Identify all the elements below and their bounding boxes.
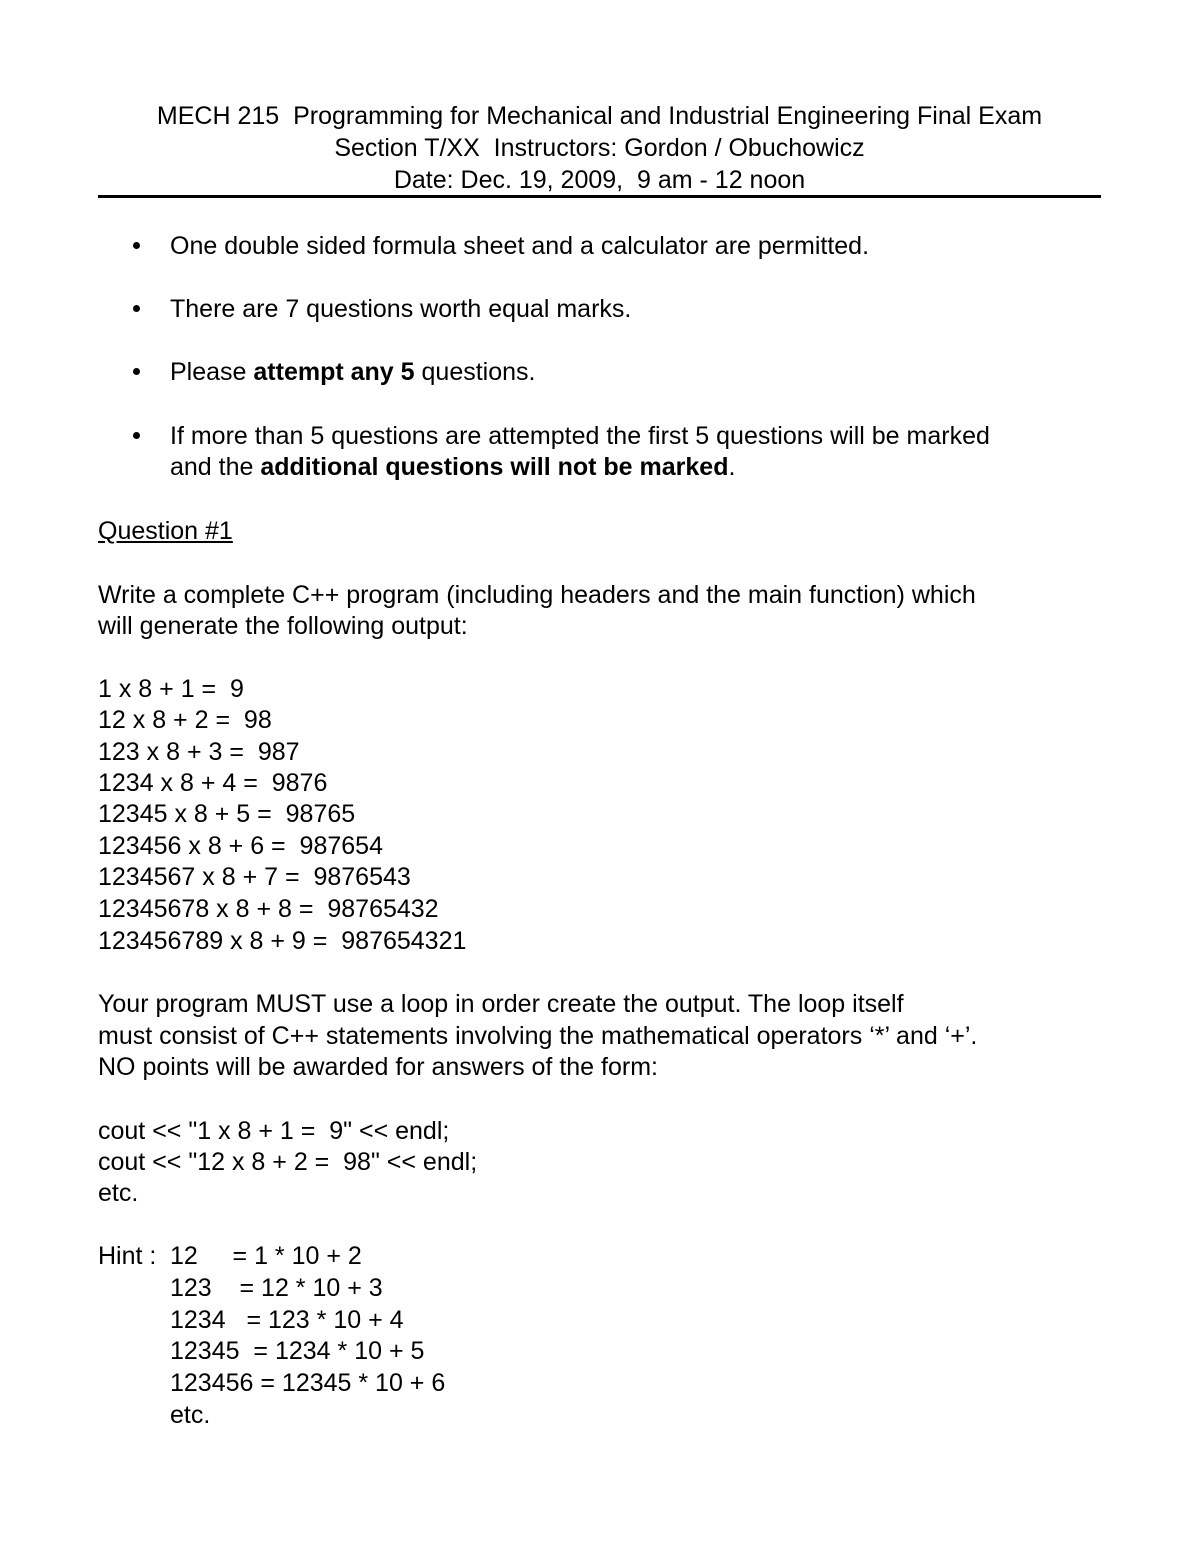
loop-rule-line3: NO points will be awarded for answers of the form: (98, 1053, 658, 1081)
output-line: 123456 x 8 + 6 = 987654 (98, 832, 383, 860)
bullet-icon (133, 242, 145, 254)
course-title: MECH 215 Programming for Mechanical and Industrial Engineering Final Exam (156, 102, 1043, 130)
instruction-question-count: There are 7 questions worth equal marks. (170, 295, 632, 323)
bullet-icon (133, 432, 145, 444)
exam-header (98, 100, 1101, 196)
instruction-attempt-post: questions. (414, 358, 536, 386)
hint-line: 1234 = 123 * 10 + 4 (170, 1306, 404, 1334)
hint-line: 12 = 1 * 10 + 2 (170, 1242, 362, 1270)
output-line: 12345678 x 8 + 8 = 98765432 (98, 895, 439, 923)
instruction-marking (170, 421, 1090, 483)
question-prompt-line1: Write a complete C++ program (including headers and the main function) which (98, 581, 976, 609)
header-divider (98, 195, 1101, 198)
question-prompt-line2: will generate the following output: (98, 612, 468, 640)
question-title: Question #1 (98, 517, 233, 545)
instruction-marking-line2 (170, 452, 1090, 483)
hint-line: etc. (170, 1401, 211, 1429)
output-line: 1234 x 8 + 4 = 9876 (98, 769, 328, 797)
output-line: 1234567 x 8 + 7 = 9876543 (98, 863, 411, 891)
loop-rule-line1: Your program MUST use a loop in order create the output. The loop itself (98, 990, 904, 1018)
code-example-line: cout << "12 x 8 + 2 = 98" << endl; (98, 1148, 478, 1176)
hint-line: 12345 = 1234 * 10 + 5 (170, 1337, 425, 1365)
code-example-line: cout << "1 x 8 + 1 = 9" << endl; (98, 1117, 450, 1145)
hint-label: Hint : (98, 1242, 164, 1270)
code-example-line: etc. (98, 1179, 139, 1207)
hint-line: 123 = 12 * 10 + 3 (170, 1274, 383, 1302)
instruction-marking-bold: additional questions will not be marked (260, 453, 729, 481)
instruction-attempt-bold: attempt any 5 (253, 358, 415, 386)
exam-date: Date: Dec. 19, 2009, 9 am - 12 noon (393, 166, 806, 194)
bullet-icon (133, 305, 145, 317)
output-line: 12345 x 8 + 5 = 98765 (98, 800, 356, 828)
loop-rule-line2: must consist of C++ statements involving the mathematical operators ‘*’ and ‘+’. (98, 1022, 978, 1050)
instruction-marking-pre: and the (170, 453, 261, 481)
output-line: 123456789 x 8 + 9 = 987654321 (98, 927, 467, 955)
output-line: 123 x 8 + 3 = 987 (98, 738, 300, 766)
instruction-formula-sheet: One double sided formula sheet and a calculator are permitted. (170, 232, 870, 260)
instruction-marking-line1: If more than 5 questions are attempted the first 5 questions will be marked (170, 422, 990, 450)
output-line: 1 x 8 + 1 = 9 (98, 675, 244, 703)
instruction-attempt-pre: Please (170, 358, 254, 386)
instruction-marking-post: . (728, 453, 736, 481)
hint-line: 123456 = 12345 * 10 + 6 (170, 1369, 446, 1397)
instruction-attempt (170, 357, 1090, 388)
section-instructors: Section T/XX Instructors: Gordon / Obuchowicz (334, 134, 865, 162)
output-line: 12 x 8 + 2 = 98 (98, 706, 272, 734)
bullet-icon (133, 368, 145, 380)
